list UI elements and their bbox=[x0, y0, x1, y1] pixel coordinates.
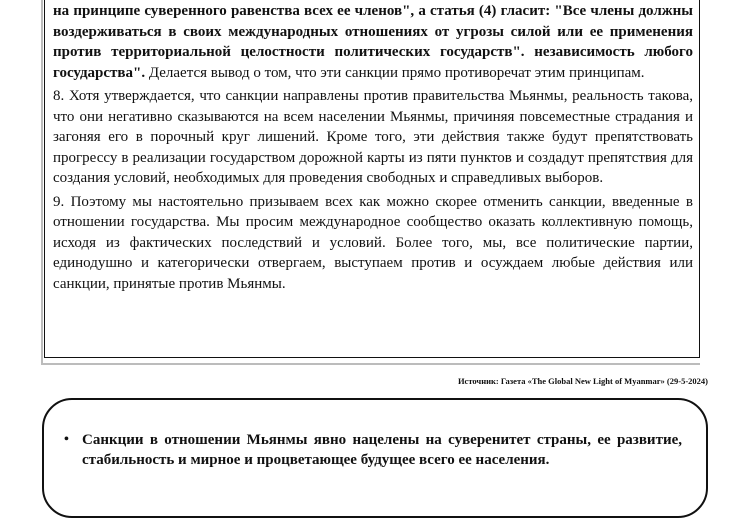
source-citation: Источник: Газета «The Global New Light of Myanmar» (29-5-2024) bbox=[457, 376, 708, 386]
paragraph-8: 8. Хотя утверждается, что санкции направлены против правительства Мьянмы, реальность такова, что они негативно сказываются на всем населении Мьянмы, причиняя повсеместные страдания и загоняя его в порочный круг лишений. Кроме того, эти действия также будут препятствовать прогрессу в реализации государством дорожной карты из пяти пунктов и создадут препятствия для создания условий, необходимых для проведения свободных и справедливых выборов. bbox=[53, 88, 693, 186]
quote-box-shadow-left bbox=[41, 0, 43, 363]
paragraph-7 bbox=[53, 1, 693, 83]
quote-box-shadow-bottom bbox=[41, 363, 700, 365]
paragraph-9: 9. Поэтому мы настоятельно призываем всех как можно скорее отменить санкции, введенные в отношении государства. Мы просим международное сообщество оказать коллективную помощь, исходя из фактических последствий и условий. Более того, мы, все политические партии, единодушно и категорически отвергаем, выступаем против и осуждаем любые действия или санкции, принятые против Мьянмы. bbox=[53, 193, 693, 292]
paragraph-7-bold-lead: на принципе суверенного равенства всех ее членов", а статья (4) гласит: "Все члены должны воздерживаться в своих международных отношениях от угрозы силой или ее применения против территориальной целостности политических государств". независимость любого государства". bbox=[53, 3, 693, 81]
summary-bullet-item bbox=[64, 430, 682, 470]
paragraph-7-rest: Делается вывод о том, что эти санкции прямо противоречат этим принципам. bbox=[145, 64, 645, 81]
summary-bullet-text: Санкции в отношении Мьянмы явно нацелены на суверенитет страны, ее развитие, стабильность и мирное и процветающее будущее всего ее населения. bbox=[82, 432, 682, 468]
summary-box bbox=[42, 398, 708, 518]
bullet-icon: • bbox=[64, 432, 69, 447]
quote-box bbox=[44, 0, 700, 358]
